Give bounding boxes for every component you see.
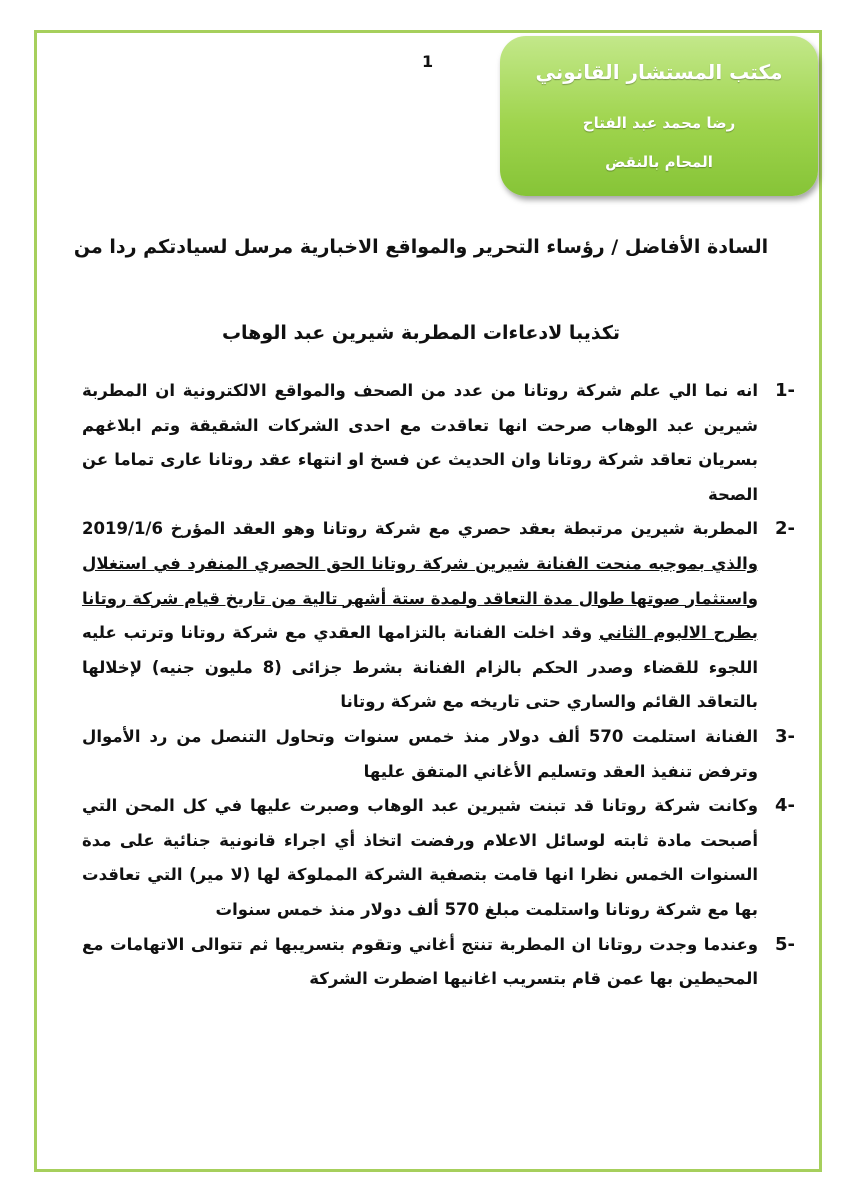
list-item-1 bbox=[82, 374, 812, 512]
item-text: وعندما وجدت روتانا ان المطربة تنتج أغاني وتقوم بتسريبها ثم تتوالى الاتهامات مع المحيطين بها عمن قام بتسريب اغانيها اضطرت الشركة bbox=[82, 934, 758, 989]
subject-line: تكذيبا لادعاءات المطربة شيرين عبد الوهاب bbox=[221, 322, 621, 344]
item-number: -5 bbox=[774, 933, 795, 955]
lawyer-role: المحام بالنقض bbox=[605, 153, 713, 171]
item-number: -4 bbox=[774, 795, 795, 817]
list-item-4 bbox=[82, 789, 812, 927]
list-item-2 bbox=[82, 512, 812, 720]
underlined-text: والذي بموجبه منحت الفنانة شيرين شركة روتانا الحق الحصري المنفرد في استغلال واستثمار صوتها طوال مدة التعاقد ولمدة ستة أشهر تالية من تاريخ قيام شركة روتانا بطرح الالبوم الثاني bbox=[81, 553, 758, 643]
item-text: الفنانة استلمت 570 ألف دولار منذ خمس سنوات وتحاول التنصل من رد الأموال وترفض تنفيذ العقد وتسليم الأغاني المتفق عليها bbox=[82, 726, 758, 781]
item-number: -1 bbox=[774, 380, 795, 401]
item-text bbox=[82, 512, 758, 720]
item-number: -2 bbox=[774, 518, 795, 540]
list-item-5 bbox=[82, 928, 812, 997]
item-text: انه نما الي علم شركة روتانا من عدد من الصحف والمواقع الالكترونية ان المطربة شيرين عبد الوهاب صرحت انها تعاقدت مع احدى الشركات الشقيقة وتم ابلاغهم بسريان تعاقد شركة روتانا وان الحديث عن فسخ او انتهاء عقد روتانا عارى تماما عن الصحة bbox=[82, 381, 758, 504]
item-number: -3 bbox=[774, 725, 795, 747]
item-text-part: وقد اخلت الفنانة بالتزامها العقدي مع شركة روتانا وترتب عليه اللجوء للقضاء وصدر الحكم بالزام الفنانة بشرط جزائى (8 مليون جنيه) لإخلالها بالتعاقد القائم والساري حتى تاريخه مع شركة روتانا bbox=[82, 623, 758, 712]
law-office-header bbox=[500, 36, 818, 196]
page-number: 1 bbox=[422, 52, 434, 71]
addressee-line: السادة الأفاضل / رؤساء التحرير والمواقع الاخبارية مرسل لسيادتكم ردا من bbox=[73, 236, 769, 258]
statement-list bbox=[82, 374, 812, 997]
list-item-3 bbox=[82, 720, 812, 789]
item-text-part: المطربة شيرين مرتبطة بعقد حصري مع شركة روتانا وهو العقد المؤرخ 2019/1/6 bbox=[82, 519, 758, 539]
item-text: وكانت شركة روتانا قد تبنت شيرين عبد الوهاب وصبرت عليها في كل المحن التي أصبحت مادة ثابته لوسائل الاعلام ورفضت اتخاذ أي اجراء قانونية جنائية على مدة السنوات الخمس نظرا انها قامت بتصفية الشركة المملوكة لها (لا مير) التي تعاقدت بها مع شركة روتانا واستلمت مبلغ 570 ألف دولار منذ خمس سنوات bbox=[82, 796, 758, 919]
lawyer-name: رضا محمد عبد الفتاح bbox=[582, 114, 736, 132]
office-title: مكتب المستشار القانوني bbox=[535, 60, 783, 84]
